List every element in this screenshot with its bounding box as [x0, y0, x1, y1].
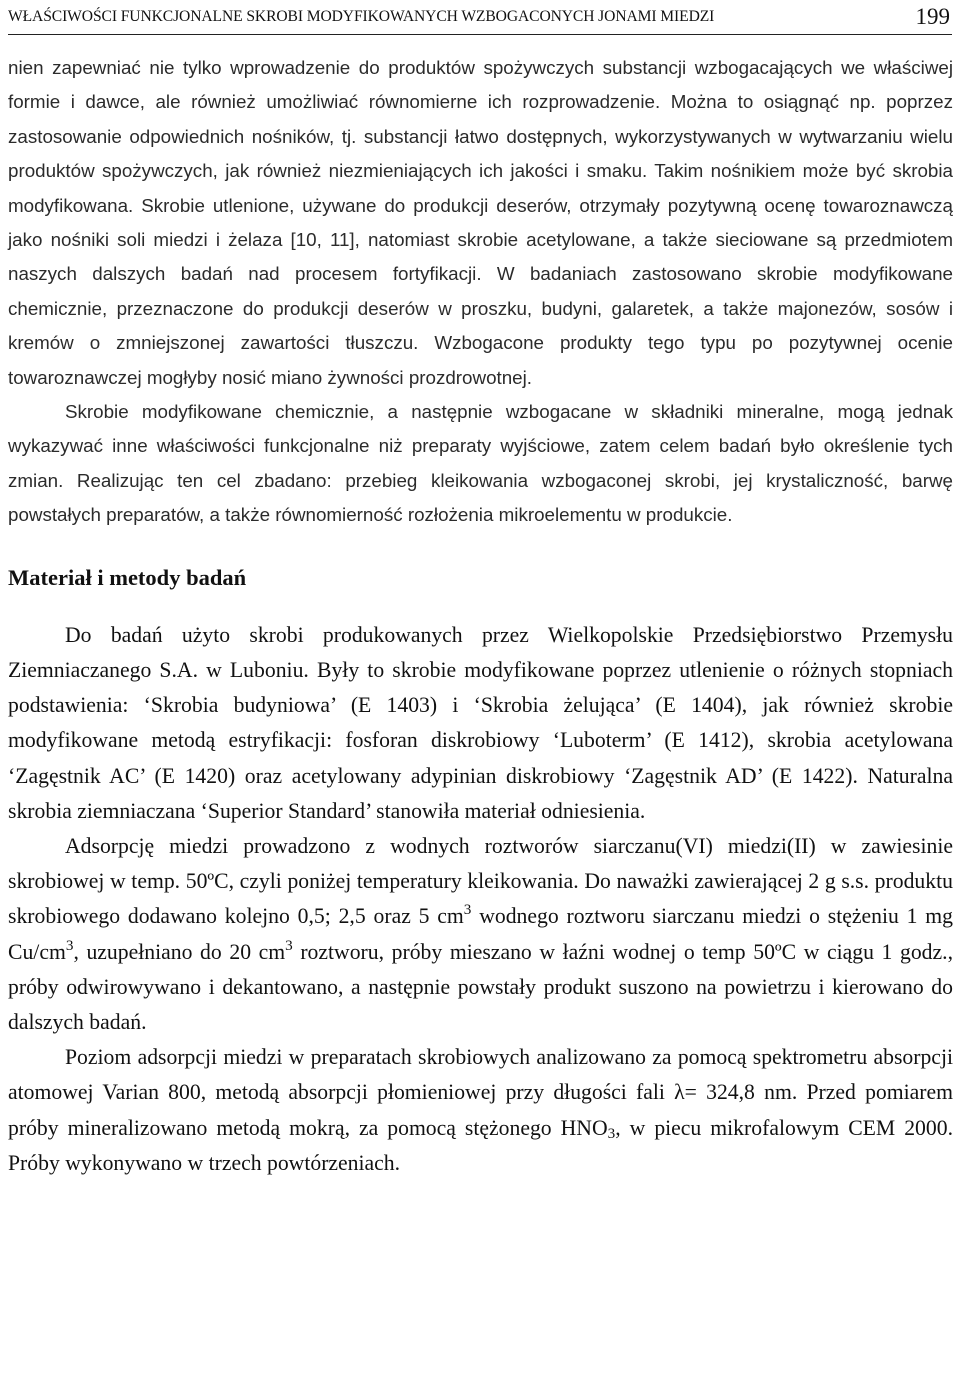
- superscript: 3: [285, 936, 293, 954]
- paragraph-intro-continued: nien zapewniać nie tylko wprowadzenie do produktów spożywczych substancji wzbogacających we właściwej formie i dawce, ale również umożliwiać równomierne ich rozprowadzenie. Można to osiągnąć np. poprzez zastosowanie odpowiednich nośników, tj. substancji łatwo dostępnych, wykorzystywanych w wytwarzaniu wielu produktów spożywczych, jak również niezmieniających ich jakości i smaku. Takim nośnikiem może być skrobia modyfikowana. Skrobie utlenione, używane do produkcji deserów, otrzymały pozytywną ocenę towaroznawczą jako nośniki soli miedzi i żelaza [10, 11], natomiast skrobie acetylowane, a także sieciowane są przedmiotem naszych dalszych badań nad procesem fortyfikacji. W badaniach zastosowano skrobie modyfikowane chemicznie, przeznaczone do produkcji deserów w proszku, budyni, galaretek, a także majonezów, sosów i kremów o zmniejszonej zawartości tłuszczu. Wzbogacone produkty tego typu po pozytywnej ocenie towaroznawczej mogłyby nosić miano żywności prozdrowotnej.: [8, 57, 953, 388]
- text-fragment: , w piecu mikrofalowym CEM 2000. Próby wykonywano w trzech powtórzeniach.: [8, 1115, 953, 1175]
- running-header: [8, 4, 952, 35]
- superscript: 3: [65, 936, 74, 954]
- paragraph-materials: Do badań użyto skrobi produkowanych przez Wielkopolskie Przedsiębiorstwo Przemysłu Ziemniaczanego S.A. w Luboniu. Były to skrobie modyfikowane poprzez utlenienie o różnych stopniach podstawienia: ‘Skrobia budyniowa’ (E 1403) i ‘Skrobia żelująca’ (E 1404), jak również skrobie modyfikowane metodą estryfikacji: fosforan diskrobiowy ‘Luboterm’ (E 1412), skrobia acetylowana ‘Zagęstnik AC’ (E 1420) oraz acetylowany adypinian diskrobiowy ‘Zagęstnik AD’ (E 1422). Naturalna skrobia ziemniaczana ‘Superior Standard’ stanowiła materiał odniesienia.: [8, 622, 953, 823]
- paragraph-copper-adsorption: [8, 829, 953, 1040]
- paragraph-study-aim: Skrobie modyfikowane chemicznie, a następnie wzbogacane w składniki mineralne, mogą jednak wykazywać inne właściwości funkcjonalne niż preparaty wyjściowe, zatem celem badań było określenie tych zmian. Realizując ten cel zbadano: przebieg kleikowania wzbogaconej skrobi, jej krystaliczność, barwę powstałych preparatów, a także równomierność rozłożenia mikroelementu w produkcie.: [8, 401, 953, 526]
- text-fragment: wodnego roztworu siarczanu miedzi o stężeniu 1 mg Cu/cm: [8, 904, 954, 964]
- superscript: 3: [463, 901, 472, 919]
- subscript: 3: [607, 1124, 616, 1142]
- text-fragment: Adsorpcję miedzi prowadzono z wodnych roztworów siarczanu(VI) miedzi(II) w zawiesinie skrobiowej w temp. 50ºC, czyli poniżej temperatury kleikowania. Do naważki zawierającej 2 g s.s. produktu skrobiowego dodawano kolejno 0,5; 2,5 oraz 5 cm: [8, 833, 953, 929]
- page-content: [8, 51, 953, 1181]
- text-fragment: roztworu, próby mieszano w łaźni wodnej o temp 50ºC w ciągu 1 godz., próby odwirowywano i dekantowano, a następnie powstały produkt suszono na powietrzu i kierowano do dalszych badań.: [8, 939, 953, 1034]
- text-fragment: , uzupełniano do 20 cm: [73, 939, 286, 964]
- page-number: 199: [915, 4, 950, 29]
- running-title: WŁAŚCIWOŚCI FUNKCJONALNE SKROBI MODYFIKOWANYCH WZBOGACONYCH JONAMI MIEDZI: [8, 8, 715, 25]
- paragraph-measurement: [8, 1040, 953, 1181]
- section-heading-methods: Materiał i metody badań: [8, 564, 247, 590]
- text-fragment: Poziom adsorpcji miedzi w preparatach skrobiowych analizowano za pomocą spektrometru absorpcji atomowej Varian 800, metodą absorpcji płomieniowej przy długości fali λ= 324,8 nm. Przed pomiarem próby mineralizowano metodą mokrą, za pomocą stężonego HNO: [8, 1045, 953, 1140]
